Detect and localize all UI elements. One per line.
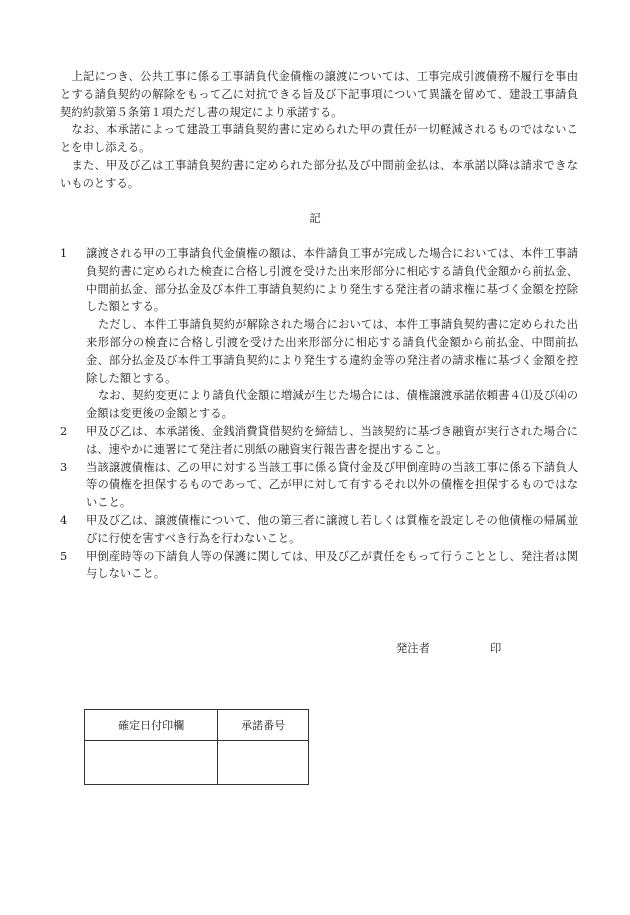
item-text: 甲及び乙は、譲渡債権について、他の第三者に譲渡し若しくは質権を設定しその他債権の帰属並びに行使を害すべき行為を行わないこと。: [86, 513, 578, 545]
list-item: [60, 423, 578, 459]
issuer-label: 発注者: [396, 642, 430, 655]
list-item: [60, 459, 578, 512]
item-subparagraph: ただし、本件工事請負契約が解除された場合においては、本件工事請負契約書に定められた出来形部分の検査に合格し引渡を受けた出来形部分に相応する請負代金額から前払金、中間前払金、部分払金及び本件工事請負契約により発生する違約金等の発注者の請求権に基づく金額を控除した額とする。: [86, 318, 578, 385]
item-number: 2: [60, 424, 68, 438]
item-number: 5: [60, 549, 68, 563]
list-item: [60, 548, 578, 584]
item-text: 甲倒産時等の下請負人等の保護に関しては、甲及び乙が責任をもって行うこととし、発注者は関与しないこと。: [86, 549, 578, 581]
confirmed-date-stamp-cell[interactable]: [85, 741, 218, 785]
intro-paragraph-1: 上記につき、公共工事に係る工事請負代金債権の譲渡については、工事完成引渡債務不履行を事由とする請負契約の解除をもって乙に対抗できる旨及び下記事項について異議を留めて、建設工事請負契約約款第５条第１項ただし書の規定により承諾する。: [60, 70, 578, 119]
list-item: [60, 512, 578, 548]
item-text: 譲渡される甲の工事請負代金債権の額は、本件請負工事が完成した場合においては、本件工事請負契約書に定められた検査に合格し引渡を受けた出来形部分に相応する請負代金額から前払金、中間前払金、部分払金及び本件工事請負契約により発生する発注者の請求権に基づく金額を控除した額とする。: [86, 247, 578, 314]
list-item: [60, 245, 578, 423]
item-number: 4: [60, 513, 68, 527]
item-text: 甲及び乙は、本承諾後、金銭消費貸借契約を締結し、当該契約に基づき融資が実行された場合には、速やかに連署にて発注者に別紙の融資実行報告書を提出すること。: [86, 424, 578, 456]
confirmation-table: [84, 709, 309, 785]
intro-paragraph-2: なお、本承諾によって建設工事請負契約書に定められた甲の責任が一切軽減されるものではないことを申し添える。: [60, 123, 578, 154]
approval-number-cell[interactable]: [218, 741, 309, 785]
item-number: 1: [60, 247, 68, 260]
item-subparagraph: なお、契約変更により請負代金額に増減が生じた場合には、債権譲渡承諾依頼書４⑴及び⑷の金額は変更後の金額とする。: [86, 389, 578, 421]
intro-paragraph-3: また、甲及び乙は工事請負契約書に定められた部分払及び中間前金払は、本承諾以降は請求できないものとする。: [60, 159, 578, 190]
approval-number-header: 承諾番号: [218, 710, 309, 741]
confirmed-date-stamp-header: 確定日付印欄: [85, 710, 218, 741]
seal-mark: 印: [490, 642, 502, 655]
item-text: 当該譲渡債権は、乙の甲に対する当該工事に係る貸付金及び甲倒産時の当該工事に係る下請負人等の債権を担保するものであって、乙が甲に対して有するそれ以外の債権を担保するものではないこと。: [86, 460, 578, 510]
item-number: 3: [60, 460, 68, 474]
section-heading: 記: [309, 212, 321, 225]
conditions-list: [60, 245, 578, 583]
